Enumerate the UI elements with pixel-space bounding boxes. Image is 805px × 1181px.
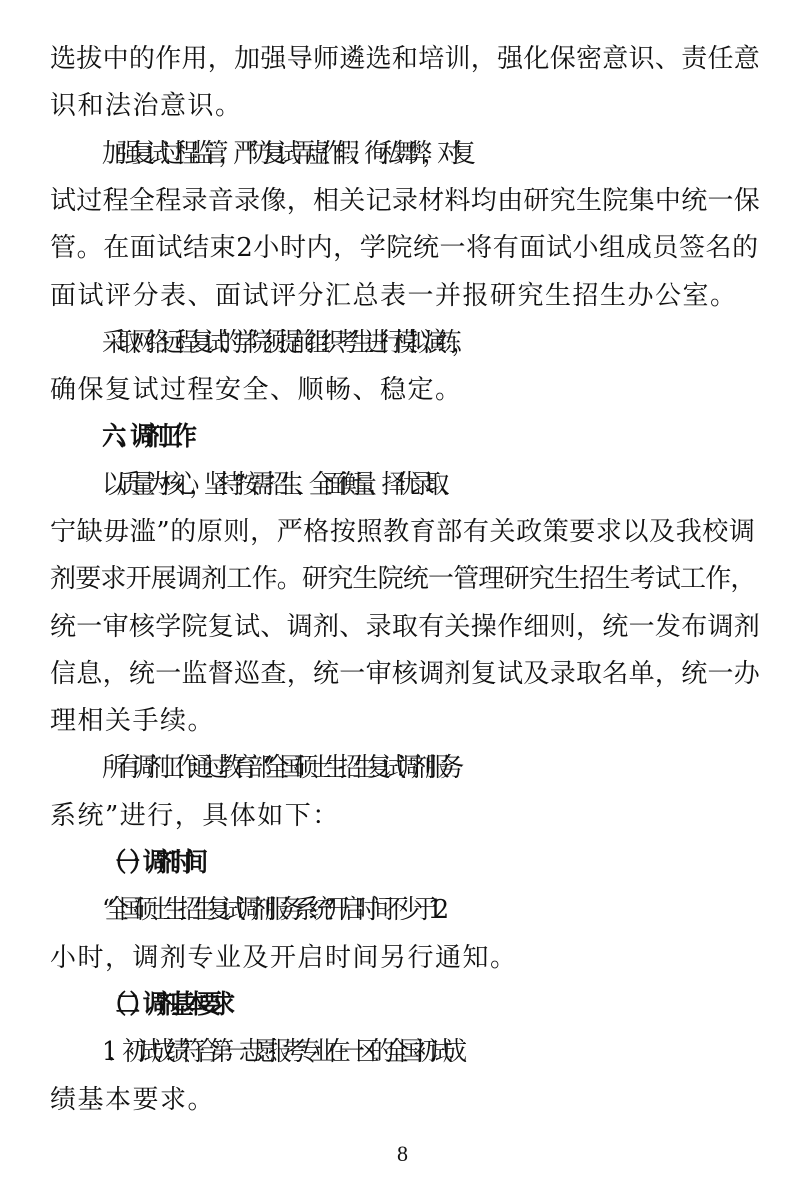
text-line: 试过程全程录音录像，相关记录材料均由研究生院集中统一保	[50, 186, 761, 216]
text-line: 剂要求开展调剂工作。研究生院统一管理研究生招生考试工作，	[50, 564, 756, 594]
text-line: 宁缺毋滥”的原则，严格按照教育部有关政策要求以及我校调	[50, 517, 756, 547]
paragraph-start-line: 所有调剂工作通过教育部“全国硕士生招生复试调剂服务	[102, 753, 455, 783]
paragraph-start-line: “全国硕士生招生复试调剂服务系统”开启时间不少于12	[102, 895, 440, 925]
page-number: 8	[397, 1141, 408, 1166]
paragraph-start-line: 采取网络远程复试的学院须提前组织考生进行模拟演练，	[102, 328, 467, 358]
text-line: 统一审核学院复试、调剂、录取有关操作细则，统一发布调剂	[50, 612, 761, 642]
text-line: 绩基本要求。	[50, 1085, 216, 1115]
subsection-heading: （二）调剂基本要求	[102, 990, 225, 1020]
text-line: 选拔中的作用，加强导师遴选和培训，强化保密意识、责任意	[50, 44, 761, 74]
text-line: 识和法治意识。	[50, 91, 243, 121]
text-line: 管。在面试结束2小时内，学院统一将有面试小组成员签名的	[50, 233, 759, 263]
paragraph-start-line: 加强复试过程监管，严防复试弄虚作假、徇私舞弊，对复	[102, 139, 467, 169]
text-line: 面试评分表、面试评分汇总表一并报研究生招生办公室。	[50, 281, 738, 311]
section-heading: 六、调剂工作	[102, 422, 187, 452]
paragraph-start-line: 1．初试成绩符合第一志愿报考专业在一区的全国初试成	[102, 1037, 458, 1067]
text-line: 小时，调剂专业及开启时间另行通知。	[50, 943, 518, 973]
text-line: 理相关手续。	[50, 706, 216, 736]
text-line: 信息，统一监督巡查，统一审核调剂复试及录取名单，统一办	[50, 659, 761, 689]
paragraph-start-line: 以质量为核心，坚持“按需招生、全面衡量、择优录取、	[102, 470, 455, 500]
subsection-heading: （一）调剂时间	[102, 848, 198, 878]
text-line: 系统”进行，具体如下：	[50, 801, 340, 831]
text-line: 确保复试过程安全、顺畅、稳定。	[50, 375, 463, 405]
